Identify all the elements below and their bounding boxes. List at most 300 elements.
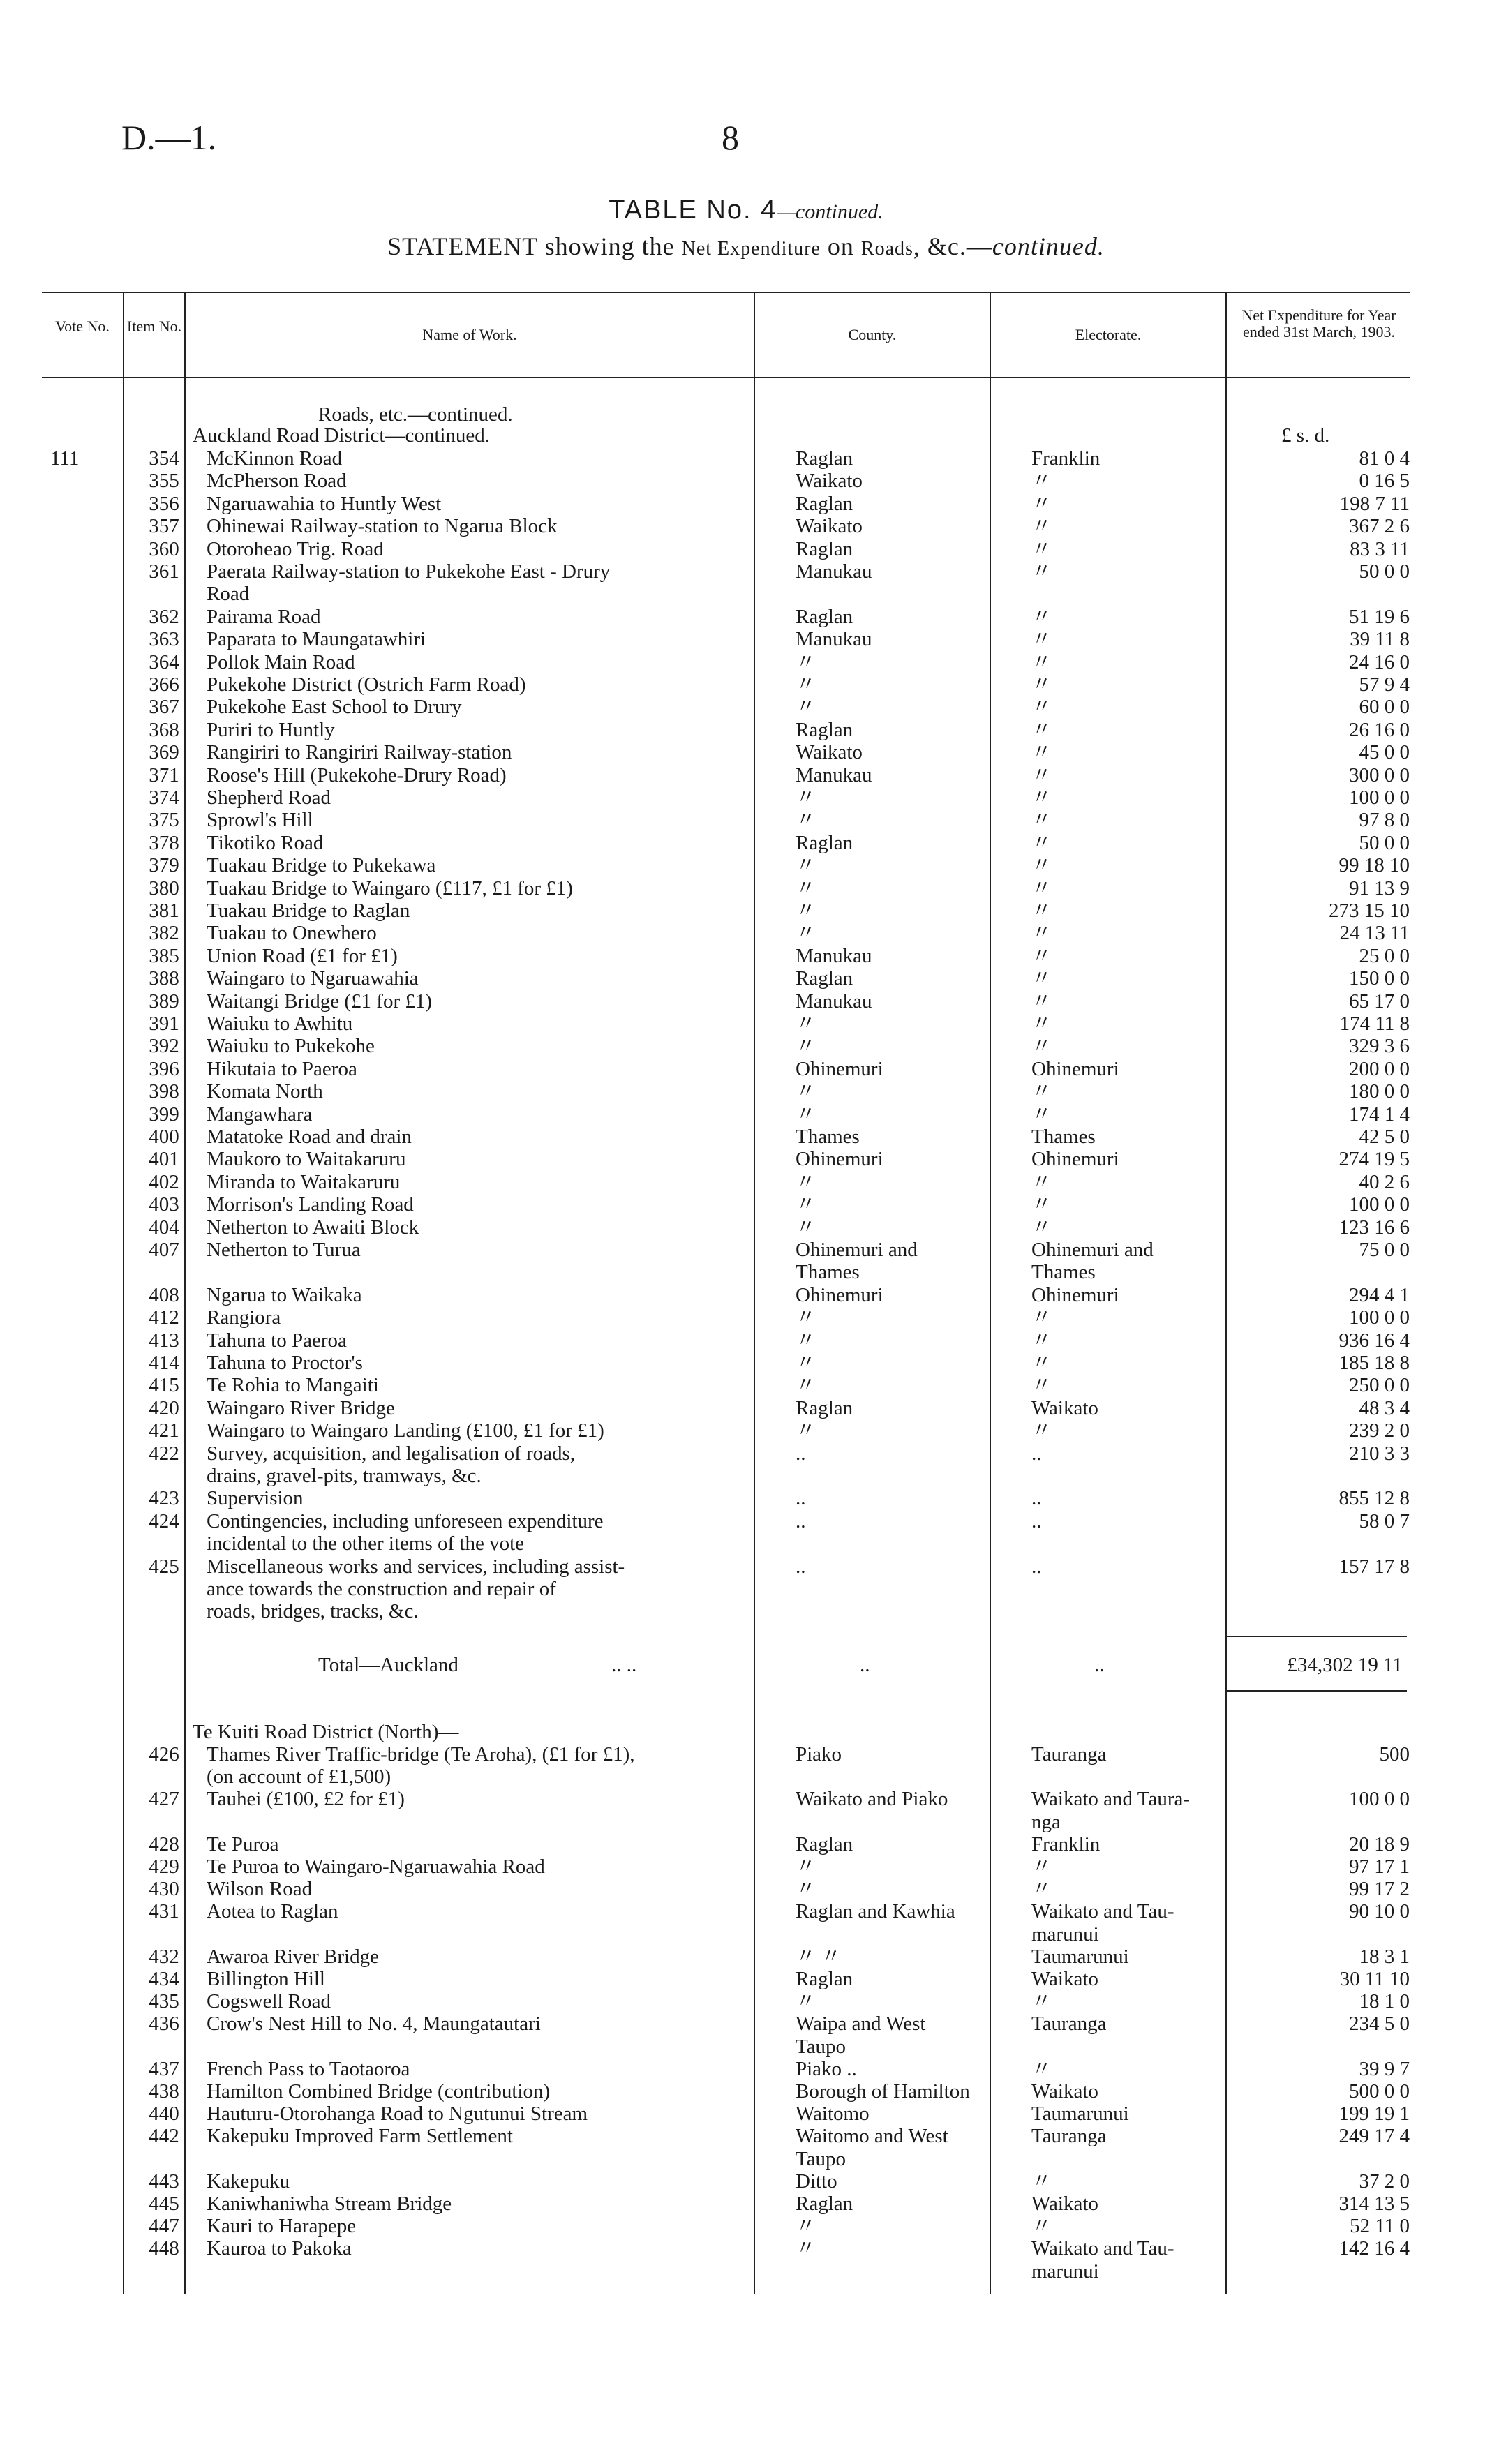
table-row	[42, 1487, 1410, 1509]
amount: 157 17 8	[1338, 1555, 1410, 1578]
county: Waikato	[796, 515, 863, 538]
amount: 60 0 0	[1359, 696, 1410, 719]
electorate: 〃	[1031, 1080, 1052, 1103]
item-number: 404	[149, 1216, 179, 1239]
amount: 99 18 10	[1338, 854, 1410, 877]
work-name: Otoroheao Trig. Road	[207, 537, 384, 560]
table-row	[42, 2170, 1410, 2193]
electorate: 〃	[1031, 876, 1052, 899]
table-row	[42, 1239, 1410, 1261]
table-row	[42, 538, 1410, 560]
county: Raglan	[796, 1968, 853, 1990]
county: 〃	[796, 1374, 816, 1397]
county: Waikato and Piako	[796, 1788, 948, 1811]
item-number: 413	[149, 1329, 179, 1352]
table-row	[42, 1013, 1410, 1035]
work-name: Netherton to Turua	[207, 1239, 361, 1261]
amount: 100 0 0	[1349, 1788, 1410, 1811]
table-row	[42, 2036, 1410, 2058]
item-number: 442	[149, 2125, 179, 2148]
item-number: 363	[149, 628, 179, 651]
table-row	[42, 673, 1410, 696]
page-identifier: D.—1.	[121, 118, 217, 157]
work-name: Te Puroa to Waingaro-Ngaruawahia Road	[207, 1856, 545, 1878]
table-row	[42, 696, 1410, 718]
work-name: French Pass to Taotaoroa	[207, 2057, 410, 2080]
electorate: 〃	[1031, 831, 1052, 854]
table-row	[42, 515, 1410, 537]
page-number: 8	[722, 118, 739, 157]
electorate: Taumarunui	[1031, 2103, 1129, 2126]
amount: 123 16 6	[1338, 1216, 1410, 1239]
electorate: 〃	[1031, 741, 1052, 764]
amount: 81 0 4	[1359, 447, 1410, 470]
table-row	[42, 1352, 1410, 1374]
amount: 18 3 1	[1359, 1945, 1410, 1968]
work-name: Pairama Road	[207, 605, 321, 628]
table-row	[42, 1510, 1410, 1532]
county: Raglan and Kawhia	[796, 1900, 955, 1923]
electorate: Waikato	[1031, 2080, 1098, 2103]
county: Thames	[796, 1126, 860, 1148]
county: 〃	[796, 899, 816, 922]
county: Piako	[796, 1743, 842, 1765]
table-row	[42, 470, 1410, 492]
header-item: Item No.	[126, 318, 182, 335]
work-name: Paparata to Maungatawhiri	[207, 628, 426, 651]
item-number: 388	[149, 967, 179, 990]
item-number: 368	[149, 718, 179, 741]
county: 〃	[796, 809, 816, 832]
item-number: 392	[149, 1035, 179, 1058]
electorate: 〃	[1031, 605, 1052, 628]
county: Ohinemuri	[796, 1283, 883, 1306]
table-row	[42, 1765, 1410, 1788]
table-row	[42, 1306, 1410, 1329]
table-row	[42, 719, 1410, 741]
county: Raglan	[796, 605, 853, 628]
county: Taupo	[796, 2147, 846, 2170]
electorate: Waikato and Tau-	[1031, 2237, 1174, 2260]
table-row	[42, 922, 1410, 944]
county: Raglan	[796, 1832, 853, 1856]
table-row	[42, 2013, 1410, 2035]
item-number: 355	[149, 470, 179, 493]
county: ..	[796, 1555, 806, 1578]
header-vote: Vote No.	[55, 318, 110, 335]
county: Raglan	[796, 831, 853, 854]
county: 〃	[796, 1013, 816, 1035]
work-name: incidental to the other items of the vote	[207, 1532, 525, 1555]
amount: 39 11 8	[1350, 628, 1410, 651]
electorate: marunui	[1031, 1922, 1099, 1946]
county: Ohinemuri and	[796, 1239, 918, 1261]
amount: 274 19 5	[1338, 1148, 1410, 1171]
item-number: 428	[149, 1832, 179, 1856]
amount: 855 12 8	[1338, 1487, 1410, 1510]
electorate: ..	[1031, 1509, 1042, 1532]
amount: 329 3 6	[1349, 1035, 1410, 1058]
table-row	[42, 990, 1410, 1013]
electorate: 〃	[1031, 2215, 1052, 2238]
county: Taupo	[796, 2035, 846, 2058]
electorate: ..	[1031, 1487, 1042, 1510]
electorate: Franklin	[1031, 447, 1101, 470]
amount: 30 11 10	[1339, 1968, 1410, 1990]
electorate: marunui	[1031, 2260, 1099, 2283]
electorate: Waikato	[1031, 2193, 1098, 2215]
table-row	[42, 1058, 1410, 1080]
county: Raglan	[796, 537, 853, 560]
item-number: 354	[149, 447, 179, 470]
table-row	[42, 809, 1410, 831]
county: Thames	[796, 1261, 860, 1284]
electorate: 〃	[1031, 1035, 1052, 1058]
table-row	[42, 1923, 1410, 1946]
amount: 500 0 0	[1349, 2080, 1410, 2103]
table-row	[42, 606, 1410, 628]
county: Waikato	[796, 470, 863, 493]
table-row	[42, 560, 1410, 583]
amount: 20 18 9	[1349, 1832, 1410, 1856]
work-name: Tahuna to Paeroa	[207, 1329, 347, 1352]
table-row	[42, 447, 1410, 470]
amount: 936 16 4	[1338, 1329, 1410, 1352]
table-title-main: TABLE No. 4	[609, 195, 777, 225]
item-number: 367	[149, 696, 179, 719]
item-number: 369	[149, 741, 179, 764]
electorate: 〃	[1031, 470, 1052, 493]
table-row	[42, 1578, 1410, 1600]
table-title-continued: —continued.	[777, 200, 883, 223]
work-name: Awaroa River Bridge	[207, 1945, 379, 1968]
table-row	[42, 1990, 1410, 2013]
item-number: 400	[149, 1126, 179, 1148]
electorate: Waikato	[1031, 1968, 1098, 1990]
table-row	[42, 786, 1410, 809]
county: 〃	[796, 1419, 816, 1442]
item-number: 382	[149, 922, 179, 945]
item-number: 407	[149, 1239, 179, 1261]
work-name: Pollok Main Road	[207, 650, 355, 673]
table-row	[42, 1788, 1410, 1810]
work-name: (on account of £1,500)	[207, 1765, 391, 1789]
item-number: 447	[149, 2215, 179, 2238]
table-row	[42, 1216, 1410, 1239]
table-row	[42, 2193, 1410, 2215]
electorate: 〃	[1031, 809, 1052, 832]
amount: 42 5 0	[1359, 1126, 1410, 1148]
item-number: 427	[149, 1788, 179, 1811]
electorate: 〃	[1031, 696, 1052, 719]
county: 〃	[796, 1352, 816, 1374]
electorate: 〃	[1031, 786, 1052, 809]
electorate: 〃	[1031, 944, 1052, 967]
amount: 58 0 7	[1359, 1509, 1410, 1532]
item-number: 438	[149, 2080, 179, 2103]
work-name: Waingaro River Bridge	[207, 1396, 395, 1419]
work-name: Ngaruawahia to Huntly West	[207, 492, 442, 515]
item-number: 415	[149, 1374, 179, 1397]
table-row	[42, 1600, 1410, 1622]
work-name: Miscellaneous works and services, including assist-	[207, 1555, 625, 1578]
table-title	[0, 195, 1492, 225]
amount: 90 10 0	[1349, 1900, 1410, 1923]
electorate: Ohinemuri and	[1031, 1239, 1154, 1261]
header-bottom-rule	[42, 377, 1410, 378]
county: 〃	[796, 1103, 816, 1126]
statement-tail: , &c.—	[913, 232, 992, 260]
county: 〃	[796, 673, 816, 696]
vote-number: 111	[50, 447, 80, 470]
work-name: Te Rohia to Mangaiti	[207, 1374, 379, 1397]
amount: 210 3 3	[1349, 1442, 1410, 1465]
electorate: 〃	[1031, 628, 1052, 651]
work-name: Rangiora	[207, 1306, 281, 1329]
item-number: 364	[149, 650, 179, 673]
work-name: Sprowl's Hill	[207, 809, 313, 832]
electorate: Thames	[1031, 1126, 1096, 1148]
county: 〃	[796, 876, 816, 899]
amount: 99 17 2	[1349, 1878, 1410, 1901]
work-name: Kakepuku	[207, 2170, 290, 2193]
table-row	[42, 2058, 1410, 2080]
table-row	[42, 1856, 1410, 1878]
table-row	[42, 1442, 1410, 1465]
work-name: Waitangi Bridge (£1 for £1)	[207, 990, 433, 1013]
work-name: Matatoke Road and drain	[207, 1126, 412, 1148]
work-name: Tuakau Bridge to Raglan	[207, 899, 410, 922]
item-number: 398	[149, 1080, 179, 1103]
item-number: 436	[149, 2013, 179, 2036]
electorate: nga	[1031, 1810, 1061, 1833]
county: 〃	[796, 1878, 816, 1901]
section-tekuiti: Te Kuiti Road District (North)—	[193, 1721, 459, 1743]
amount: 180 0 0	[1349, 1080, 1410, 1103]
item-number: 366	[149, 673, 179, 696]
item-number: 375	[149, 809, 179, 832]
table-row	[42, 1968, 1410, 1990]
table-row	[42, 2125, 1410, 2147]
county: 〃	[796, 854, 816, 877]
item-number: 408	[149, 1283, 179, 1306]
electorate: 〃	[1031, 1193, 1052, 1216]
table-row	[42, 741, 1410, 763]
electorate: 〃	[1031, 899, 1052, 922]
item-number: 421	[149, 1419, 179, 1442]
electorate: ..	[1031, 1555, 1042, 1578]
work-name: Ngarua to Waikaka	[207, 1283, 362, 1306]
table-row	[42, 764, 1410, 786]
work-name: McKinnon Road	[207, 447, 343, 470]
county: 〃	[796, 2215, 816, 2238]
amount: 97 17 1	[1349, 1856, 1410, 1878]
item-number: 381	[149, 899, 179, 922]
amount: 199 19 1	[1338, 2103, 1410, 2126]
work-name: Waingaro to Ngaruawahia	[207, 967, 419, 990]
work-name: Te Puroa	[207, 1832, 279, 1856]
item-number: 361	[149, 560, 179, 583]
table-row	[42, 1126, 1410, 1148]
work-name: Tahuna to Proctor's	[207, 1352, 363, 1374]
amount: 83 3 11	[1350, 537, 1410, 560]
item-number: 437	[149, 2057, 179, 2080]
item-number: 379	[149, 854, 179, 877]
work-name: Waiuku to Awhitu	[207, 1013, 353, 1035]
amount: 48 3 4	[1359, 1396, 1410, 1419]
county: 〃	[796, 1080, 816, 1103]
electorate: Ohinemuri	[1031, 1283, 1119, 1306]
electorate: 〃	[1031, 967, 1052, 990]
work-name: Thames River Traffic-bridge (Te Aroha), (£1 for £1),	[207, 1743, 635, 1765]
electorate: 〃	[1031, 1306, 1052, 1329]
work-name: Pukekohe District (Ostrich Farm Road)	[207, 673, 526, 696]
item-number: 435	[149, 1990, 179, 2013]
electorate: 〃	[1031, 990, 1052, 1013]
county: 〃	[796, 1329, 816, 1352]
table-row	[42, 1374, 1410, 1396]
county: Waitomo	[796, 2103, 870, 2126]
table-row	[42, 1900, 1410, 1922]
county: ..	[796, 1509, 806, 1532]
table-row	[42, 1397, 1410, 1419]
table-row	[42, 1419, 1410, 1442]
work-name: Billington Hill	[207, 1968, 325, 1990]
work-name: Roose's Hill (Pukekohe-Drury Road)	[207, 763, 507, 786]
item-number: 385	[149, 944, 179, 967]
amount: 97 8 0	[1359, 809, 1410, 832]
county: Manukau	[796, 944, 872, 967]
electorate: 〃	[1031, 1216, 1052, 1239]
county: Manukau	[796, 628, 872, 651]
item-number: 357	[149, 515, 179, 538]
county: Piako ..	[796, 2057, 857, 2080]
county: 〃	[796, 786, 816, 809]
electorate: 〃	[1031, 1856, 1052, 1878]
county: 〃	[796, 922, 816, 945]
table-row	[42, 854, 1410, 876]
table-row	[42, 2080, 1410, 2103]
statement-title	[0, 232, 1492, 261]
item-number: 440	[149, 2103, 179, 2126]
electorate: 〃	[1031, 922, 1052, 945]
county: ..	[796, 1442, 806, 1465]
total-amount: £34,302 19 11	[1287, 1654, 1403, 1676]
electorate: 〃	[1031, 673, 1052, 696]
amount: 65 17 0	[1349, 990, 1410, 1013]
amount: 367 2 6	[1349, 515, 1410, 538]
item-number: 443	[149, 2170, 179, 2193]
county: Ohinemuri	[796, 1057, 883, 1080]
work-name: Pukekohe East School to Drury	[207, 696, 462, 719]
electorate: Waikato	[1031, 1396, 1098, 1419]
amount: 142 16 4	[1338, 2237, 1410, 2260]
county: Waipa and West	[796, 2013, 926, 2036]
work-name: Supervision	[207, 1487, 304, 1510]
work-name: drains, gravel-pits, tramways, &c.	[207, 1465, 482, 1487]
work-name: Rangiriri to Rangiriri Railway-station	[207, 741, 512, 764]
table-row	[42, 1555, 1410, 1578]
electorate: 〃	[1031, 1990, 1052, 2013]
county: 〃 〃	[796, 1945, 842, 1968]
table-row	[42, 899, 1410, 922]
electorate: 〃	[1031, 854, 1052, 877]
amount: 300 0 0	[1349, 763, 1410, 786]
amount: 50 0 0	[1359, 831, 1410, 854]
table-row	[42, 945, 1410, 967]
electorate: 〃	[1031, 1329, 1052, 1352]
amount: 314 13 5	[1338, 2193, 1410, 2215]
county: Raglan	[796, 1396, 853, 1419]
work-name: Shepherd Road	[207, 786, 331, 809]
county: 〃	[796, 1216, 816, 1239]
amount: 50 0 0	[1359, 560, 1410, 583]
work-name: Kakepuku Improved Farm Settlement	[207, 2125, 513, 2148]
amount: 24 16 0	[1349, 650, 1410, 673]
work-name: Puriri to Huntly	[207, 718, 335, 741]
amount: 100 0 0	[1349, 786, 1410, 809]
electorate: 〃	[1031, 1170, 1052, 1193]
table-row	[42, 877, 1410, 899]
work-name: Contingencies, including unforeseen expenditure	[207, 1509, 604, 1532]
header-name: Name of Work.	[422, 326, 517, 343]
electorate: 〃	[1031, 1013, 1052, 1035]
work-name: Hikutaia to Paeroa	[207, 1057, 357, 1080]
work-name: Waingaro to Waingaro Landing (£100, £1 for £1)	[207, 1419, 604, 1442]
table-row	[42, 967, 1410, 990]
electorate: 〃	[1031, 537, 1052, 560]
statement-small-2: Roads	[860, 238, 913, 260]
currency-header: £ s. d.	[1281, 424, 1330, 447]
electorate: Ohinemuri	[1031, 1057, 1119, 1080]
county: 〃	[796, 1193, 816, 1216]
work-name: Maukoro to Waitakaruru	[207, 1148, 406, 1171]
work-name: Mangawhara	[207, 1103, 313, 1126]
table-row	[42, 1035, 1410, 1057]
amount: 37 2 0	[1359, 2170, 1410, 2193]
county: 〃	[796, 650, 816, 673]
county: 〃	[796, 696, 816, 719]
county: Raglan	[796, 2193, 853, 2215]
table-row	[42, 628, 1410, 650]
county: Raglan	[796, 447, 853, 470]
table-row	[42, 651, 1410, 673]
item-number: 424	[149, 1509, 179, 1532]
work-name: Kauri to Harapepe	[207, 2215, 357, 2238]
electorate: 〃	[1031, 1352, 1052, 1374]
county: Raglan	[796, 492, 853, 515]
county: Manukau	[796, 990, 872, 1013]
amount: 500	[1379, 1743, 1410, 1765]
statement-small-1: Net Expenditure	[681, 238, 821, 260]
statement-lead: STATEMENT showing the	[387, 232, 682, 260]
table-row	[42, 1465, 1410, 1487]
table-row	[42, 1080, 1410, 1103]
electorate: 〃	[1031, 560, 1052, 583]
amount: 57 9 4	[1359, 673, 1410, 696]
table-row	[42, 1532, 1410, 1555]
item-number: 389	[149, 990, 179, 1013]
amount: 52 11 0	[1350, 2215, 1410, 2238]
work-name: Union Road (£1 for £1)	[207, 944, 398, 967]
work-name: McPherson Road	[207, 470, 347, 493]
amount: 294 4 1	[1349, 1283, 1410, 1306]
county: Waikato	[796, 741, 863, 764]
item-number: 426	[149, 1743, 179, 1765]
amount: 200 0 0	[1349, 1057, 1410, 1080]
amount: 185 18 8	[1338, 1352, 1410, 1374]
statement-mid: on	[820, 232, 861, 260]
